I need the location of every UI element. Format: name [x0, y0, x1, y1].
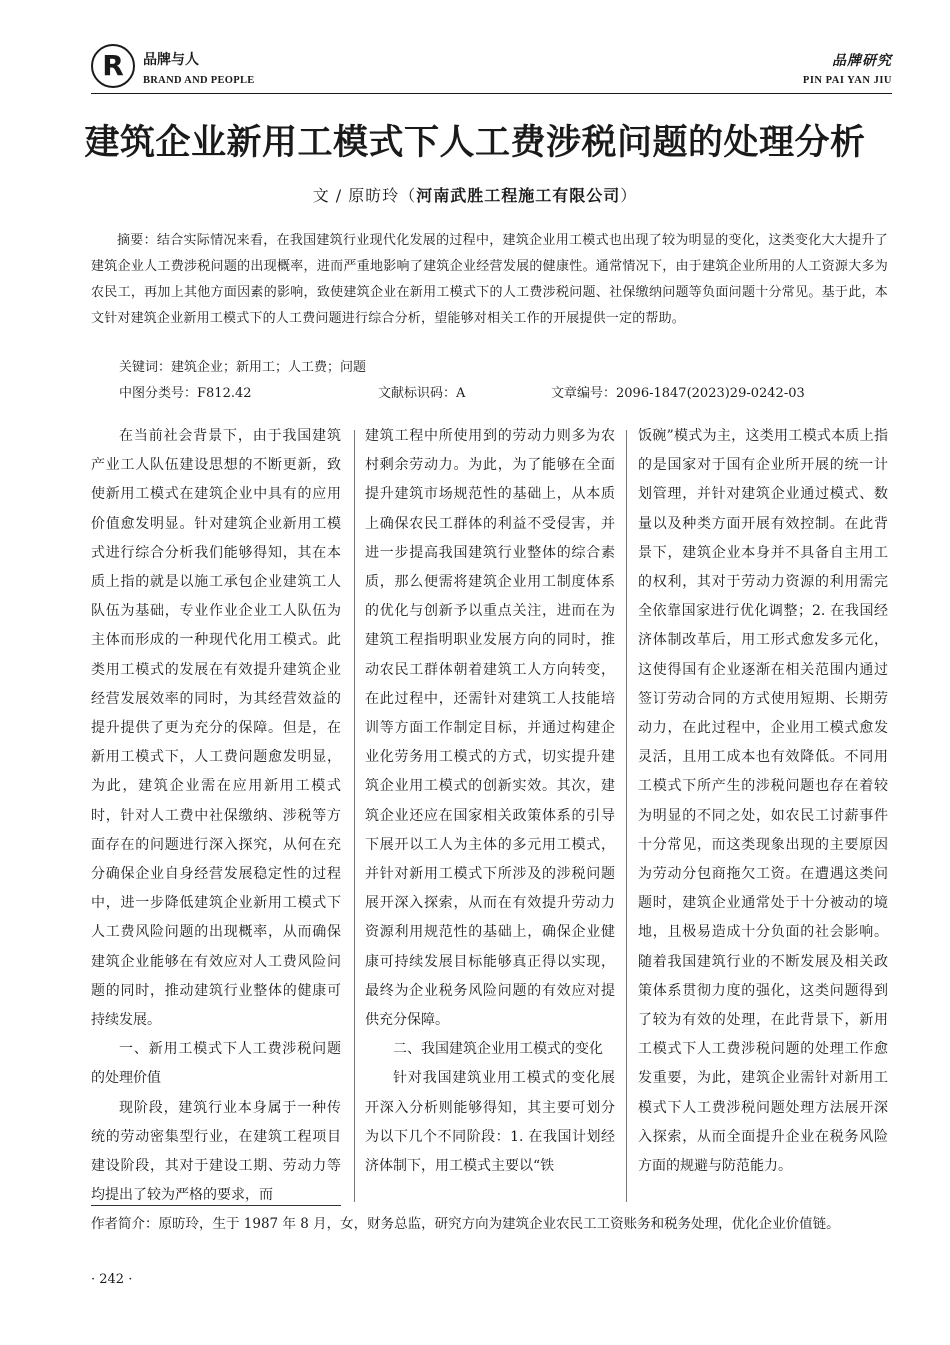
author-bio-label: 作者简介： [91, 1216, 159, 1232]
body-column-1 [91, 422, 341, 1210]
body-column-2 [365, 422, 615, 1181]
article-author [0, 183, 950, 206]
journal-name-en: BRAND AND PEOPLE [143, 75, 255, 86]
clc-number [119, 382, 252, 401]
author-bio [91, 1211, 888, 1237]
article-title: 建筑企业新用工模式下人工费涉税问题的处理分析 [84, 123, 866, 163]
column-name-en: PIN PAI YAN JIU [802, 75, 892, 86]
abstract-label: 摘要： [117, 233, 157, 248]
body-column-3 [638, 422, 888, 1181]
article-number [551, 382, 805, 401]
registered-trademark-icon: R [91, 44, 135, 88]
author-name: 文 / 原昉玲（ [312, 186, 417, 205]
abstract-text: 结合实际情况来看，在我国建筑行业现代化发展的过程中，建筑企业用工模式也出现了较为明显的变化，这类变化大大提升了建筑企业人工费涉税问题的出现概率，进而严重地影响了建筑企业经营发展的健康性。通常情况下，由于建筑企业所用的人工资源大多为农民工，再加上其他方面因素的影响，致使建筑企业在新用工模式下的人工费涉税问题、社保缴纳问题等负面问题十分常见。基于此，本文针对建筑企业新用工模式下的人工费问题进行综合分析，望能够对相关工作的开展提供一定的帮助。 [91, 233, 888, 326]
author-bio-text: 原昉玲，生于 1987 年 8 月，女，财务总监，研究方向为建筑企业农民工工资账务和税务处理，优化企业价值链。 [158, 1216, 840, 1232]
author-suffix: ） [620, 186, 638, 205]
abstract [91, 228, 888, 332]
keywords-text: 建筑企业；新用工；人工费；问题 [171, 360, 367, 375]
column-divider [354, 430, 355, 1202]
body-paragraph: 饭碗”模式为主，这类用工模式本质上指的是国家对于国有企业所开展的统一计划管理，并针对建筑企业通过模式、数量以及种类方面开展有效控制。在此背景下，建筑企业本身并不具备自主用工的权利，其对于劳动力资源的利用需完全依靠国家进行优化调整；2. 在我国经济体制改革后，用工形式愈发多元化，这使得国有企业逐渐在相关范围内通过签订劳动合同的方式使用短期、长期劳动力，在此过程中，企业用工模式愈发灵活，且用工成本也有效降低。不同用工模式下所产生的涉税问题也存在着较为明显的不同之处，如农民工讨薪事件十分常见，而这类现象出现的主要原因为劳动分包商拖欠工资。在遭遇这类问题时，建筑企业通常处于十分被动的境地，且极易造成十分负面的社会影响。随着我国建筑行业的不断发展及相关政策体系贯彻力度的强化，这类问题得到了较为有效的处理，在此背景下，新用工模式下人工费涉税问题的处理工作愈发重要，为此，建筑企业需针对新用工模式下人工费涉税问题处理方法展开深入探索，从而全面提升企业在税务风险方面的规避与防范能力。 [638, 428, 888, 1175]
keywords [119, 356, 366, 375]
clc-value: F812.42 [197, 386, 252, 401]
body-paragraph: 针对我国建筑业用工模式的变化展开深入分析则能够得知，其主要可划分为以下几个不同阶段：1. 在我国计划经济体制下，用工模式主要以“铁 [365, 1070, 615, 1175]
article-number-label: 文章编号： [551, 386, 617, 401]
footnote-divider [91, 1205, 341, 1206]
document-code [378, 382, 465, 401]
section-heading-2: 二、我国建筑企业用工模式的变化 [393, 1041, 603, 1058]
article-number-value: 2096-1847(2023)29-0242-03 [616, 386, 805, 401]
column-divider [626, 430, 627, 1202]
journal-name-cn: 品牌与人 [143, 52, 199, 68]
document-code-label: 文献标识码： [378, 386, 457, 401]
body-paragraph: 现阶段，建筑行业本身属于一种传统的劳动密集型行业，在建筑工程项目建设阶段，其对于建设工期、劳动力等均提出了较为严格的要求，而 [91, 1099, 341, 1204]
journal-header [0, 0, 950, 100]
body-paragraph: 在当前社会背景下，由于我国建筑产业工人队伍建设思想的不断更新，致使新用工模式在建筑企业中具有的应用价值愈发明显。针对建筑企业新用工模式进行综合分析我们能够得知，其在本质上指的就是以施工承包企业建筑工人队伍为基础，专业作业企业工人队伍为主体而形成的一种现代化用工模式。此类用工模式的发展在有效提升建筑企业经营发展效率的同时，为其经营效益的提升提供了更为充分的保障。但是，在新用工模式下，人工费问题愈发明显，为此，建筑企业需在应用新用工模式时，针对人工费中社保缴纳、涉税等方面存在的问题进行深入探究，从何在充分确保企业自身经营发展稳定性的过程中，进一步降低建筑企业新用工模式下人工费风险问题的出现概率，从而确保建筑企业能够在有效应对人工费风险问题的同时，推动建筑行业整体的健康可持续发展。 [91, 428, 341, 1029]
keywords-label: 关键词： [119, 360, 172, 375]
author-organization: 河南武胜工程施工有限公司 [416, 186, 621, 205]
header-divider [91, 93, 892, 94]
page-number: · 242 · [91, 1272, 133, 1287]
section-heading-1: 一、新用工模式下人工费涉税问题的处理价值 [91, 1041, 341, 1087]
clc-label: 中图分类号： [119, 386, 198, 401]
column-name-cn: 品牌研究 [832, 53, 892, 69]
document-code-value: A [456, 386, 466, 401]
body-paragraph: 建筑工程中所使用到的劳动力则多为农村剩余劳动力。为此，为了能够在全面提升建筑市场规范性的基础上，从本质上确保农民工群体的利益不受侵害，并进一步提高我国建筑行业整体的综合素质，那么便需将建筑企业用工制度体系的优化与创新予以重点关注，进而在为建筑工程指明职业发展方向的同时，推动农民工群体朝着建筑工人方向转变，在此过程中，还需针对建筑工人技能培训等方面工作制定目标，并通过构建企业化劳务用工模式的方式，切实提升建筑企业用工模式的创新实效。其次，建筑企业还应在国家相关政策体系的引导下展开以工人为主体的多元用工模式，并针对新用工模式下所涉及的涉税问题展开深入探索，从而在有效提升劳动力资源利用规范性的基础上，确保企业健康可持续发展目标能够真正得以实现，最终为企业税务风险问题的有效应对提供充分保障。 [365, 428, 615, 1029]
